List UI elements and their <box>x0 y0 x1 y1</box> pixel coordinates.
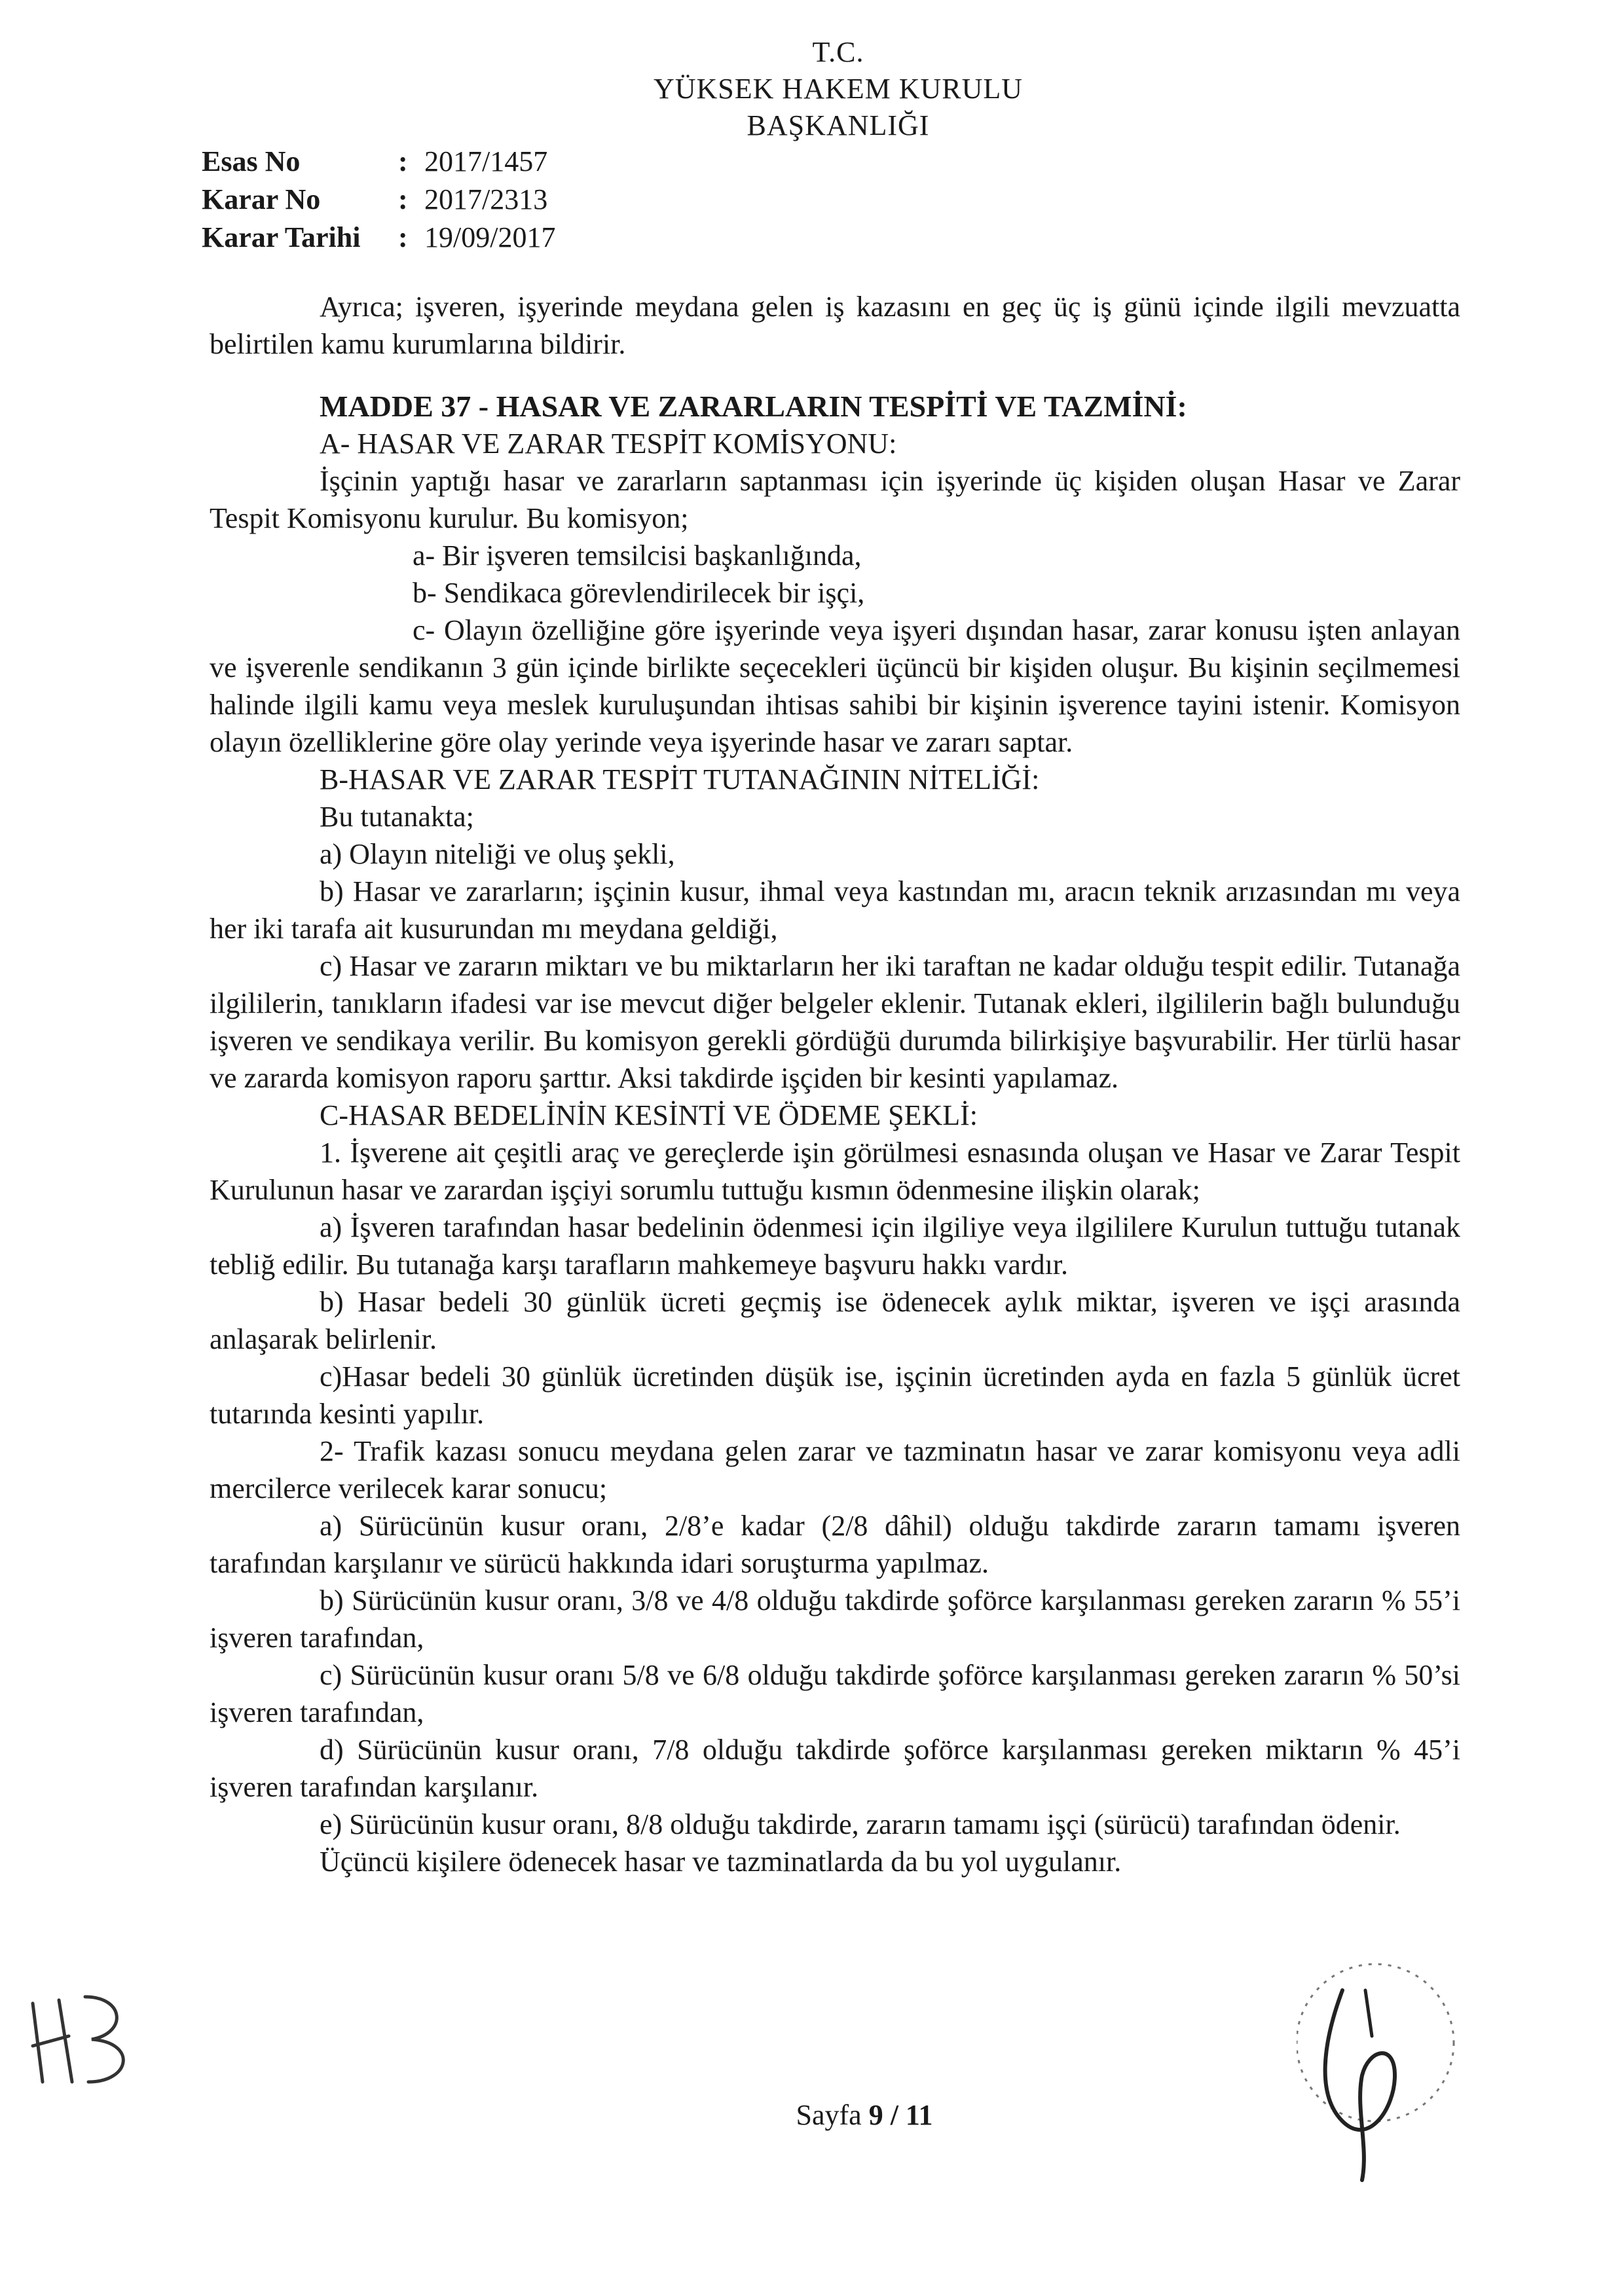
header-line-institution: YÜKSEK HAKEM KURULU <box>653 73 1024 105</box>
meta-separator: : <box>398 221 408 253</box>
karar-label: Karar No <box>202 183 321 215</box>
list-item-a-a: a- Bir işveren temsilcisi başkanlığında, <box>413 539 862 572</box>
institution-header <box>0 34 1624 144</box>
page-footer <box>52 2098 1624 2132</box>
tarih-label: Karar Tarihi <box>202 221 361 253</box>
handwritten-initials <box>20 1984 151 2098</box>
list-item-c2-b: b) Sürücünün kusur oranı, 3/8 ve 4/8 olduğu takdirde şoförce karşılanması gereken zararın % 55’i işveren tarafından, <box>210 1584 1460 1654</box>
list-item-c1-b: b) Hasar bedeli 30 günlük ücreti geçmiş ise ödenecek aylık miktar, işveren ve işçi arasında anlaşarak belirlenir. <box>210 1286 1460 1355</box>
header-line-tc: T.C. <box>812 36 864 68</box>
initials-drawing <box>20 1984 151 2095</box>
meta-separator: : <box>398 183 408 215</box>
meta-separator: : <box>398 145 408 177</box>
list-item-c2-a: a) Sürücünün kusur oranı, 2/8’e kadar (2/8 dâhil) olduğu takdirde zararın tamamı işveren tarafından karşılanır ve sürücü hakkında idari soruşturma yapılmaz. <box>210 1510 1460 1579</box>
esas-label: Esas No <box>202 145 301 177</box>
page-separator: / <box>890 2099 898 2131</box>
decision-meta <box>202 143 555 257</box>
section-a-heading: A- HASAR VE ZARAR TESPİT KOMİSYONU: <box>320 428 897 460</box>
document-body <box>210 288 1460 1880</box>
article-title: MADDE 37 - HASAR VE ZARARLARIN TESPİTİ VE TAZMİNİ: <box>320 390 1187 423</box>
list-item-b-b: b) Hasar ve zararların; işçinin kusur, ihmal veya kastından mı, aracın teknik arızasından mı veya her iki tarafa ait kusurundan mı meydana geldiği, <box>210 875 1460 945</box>
paragraph-third-parties: Üçüncü kişilere ödenecek hasar ve tazminatlarda da bu yol uygulanır. <box>320 1846 1122 1878</box>
tarih-value: 19/09/2017 <box>424 221 556 253</box>
paragraph-c-1: 1. İşverene ait çeşitli araç ve gereçlerde işin görülmesi esnasında oluşan ve Hasar ve Zarar Tespit Kurulunun hasar ve zarardan işçiyi sorumlu tuttuğu kısmın ödenmesine ilişkin olarak; <box>210 1137 1460 1206</box>
header-line-presidency: BAŞKANLIĞI <box>747 109 930 141</box>
paragraph-a-intro: İşçinin yaptığı hasar ve zararların saptanması için işyerinde üç kişiden oluşan Hasar ve Zarar Tespit Komisyonu kurulur. Bu komisyon; <box>210 465 1460 534</box>
list-item-c1-c: c)Hasar bedeli 30 günlük ücretinden düşük ise, işçinin ücretinden ayda en fazla 5 günlük ücret tutarında kesinti yapılır. <box>210 1360 1460 1430</box>
paragraph-notification: Ayrıca; işveren, işyerinde meydana gelen iş kazasını en geç üç iş günü içinde ilgili mevzuatta belirtilen kamu kurumlarına bildirir. <box>210 291 1460 360</box>
list-item-c1-a: a) İşveren tarafından hasar bedelinin ödenmesi için ilgiliye veya ilgililere Kurulun tuttuğu tutanak tebliğ edilir. Bu tutanağa karşı tarafların mahkemeye başvuru hakkı vardır. <box>210 1211 1460 1281</box>
esas-value: 2017/1457 <box>424 145 548 177</box>
page-label: Sayfa <box>796 2099 862 2131</box>
meta-row-esas <box>202 143 555 181</box>
list-item-b-a: a) Olayın niteliği ve oluş şekli, <box>320 838 675 870</box>
section-c-heading: C-HASAR BEDELİNİN KESİNTİ VE ÖDEME ŞEKLİ: <box>320 1099 978 1131</box>
paragraph-c-2: 2- Trafik kazası sonucu meydana gelen zarar ve tazminatın hasar ve zarar komisyonu veya adli mercilerce verilecek karar sonucu; <box>210 1435 1460 1504</box>
list-item-c2-d: d) Sürücünün kusur oranı, 7/8 olduğu takdirde şoförce karşılanması gereken miktarın % 45’i işveren tarafından karşılanır. <box>210 1734 1460 1803</box>
page-total: 11 <box>905 2099 933 2131</box>
signature-mark <box>1297 1951 1480 2190</box>
list-item-a-c: c- Olayın özelliğine göre işyerinde veya işyeri dışından hasar, zarar konusu işten anlayan ve işverenle sendikanın 3 gün içinde birlikte seçecekleri üçüncü bir kişiden oluşur. Bu kişinin seçilmemesi halinde ilgili kamu veya meslek kuruluşundan ihtisas sahibi bir kişinin işverence tayini istenir. Komisyon olayın özelliklerine göre olay yerinde veya işyerinde hasar ve zararı saptar. <box>210 614 1460 758</box>
section-b-heading: B-HASAR VE ZARAR TESPİT TUTANAĞININ NİTELİĞİ: <box>320 763 1040 795</box>
list-item-a-b: b- Sendikaca görevlendirilecek bir işçi, <box>413 577 865 609</box>
meta-row-karar <box>202 181 555 219</box>
list-item-c2-e: e) Sürücünün kusur oranı, 8/8 olduğu takdirde, zararın tamamı işçi (sürücü) tarafından ödenir. <box>320 1808 1401 1840</box>
paragraph-b-intro: Bu tutanakta; <box>320 801 474 833</box>
signature-drawing <box>1297 1951 1480 2187</box>
page-current: 9 <box>868 2099 883 2131</box>
karar-value: 2017/2313 <box>424 183 548 215</box>
list-item-c2-c: c) Sürücünün kusur oranı 5/8 ve 6/8 olduğu takdirde şoförce karşılanması gereken zararın % 50’si işveren tarafından, <box>210 1659 1460 1728</box>
list-item-b-c: c) Hasar ve zararın miktarı ve bu miktarların her iki taraftan ne kadar olduğu tespit edilir. Tutanağa ilgililerin, tanıkların ifadesi var ise mevcut diğer belgeler eklenir. Tutanak ekleri, ilgililerin bağlı bulunduğu işveren ve sendikaya verilir. Bu komisyon gerekli gördüğü durumda bilirkişiye başvurabilir. Her türlü hasar ve zararda komisyon raporu şarttır. Aksi takdirde işçiden bir kesinti yapılamaz. <box>210 950 1460 1094</box>
meta-row-tarih <box>202 219 555 257</box>
